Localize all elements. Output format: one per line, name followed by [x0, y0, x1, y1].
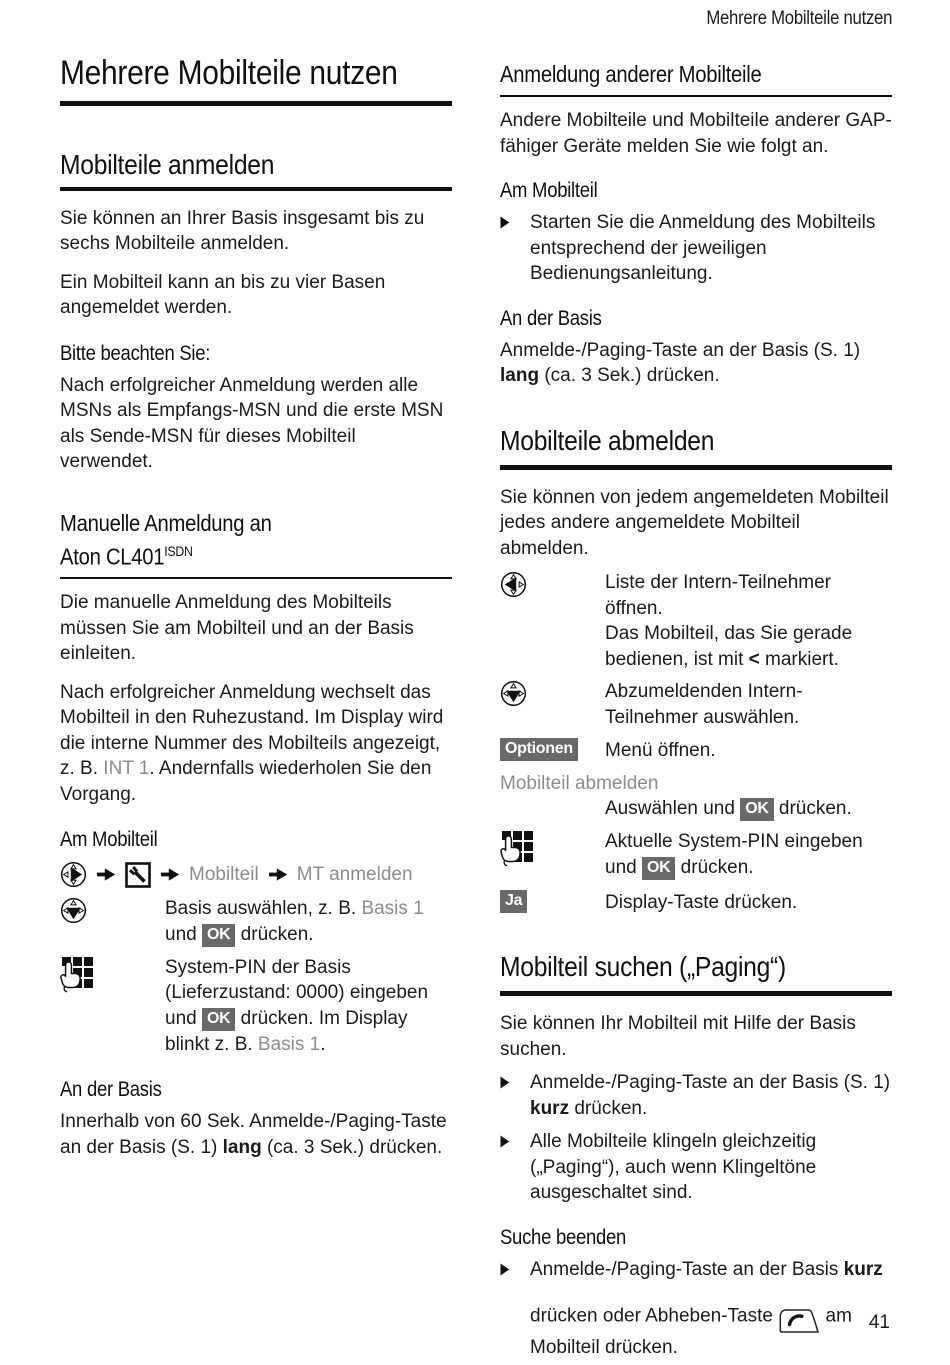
ok-key-badge: OK — [740, 798, 773, 821]
arrow-icon — [96, 867, 116, 882]
subheading-am-mobilteil: Am Mobilteil — [500, 179, 598, 202]
heading-superscript: ISDN — [164, 542, 193, 559]
section-rule — [500, 465, 892, 470]
control-key-down-icon — [60, 896, 165, 924]
bullet-triangle-icon — [500, 1070, 530, 1121]
right-column — [500, 0, 896, 1361]
paragraph: Ein Mobilteil kann an bis zu vier Basen angemeldet werden. — [60, 271, 391, 318]
section-heading-gap: Anmeldung anderer Mobilteile — [500, 61, 762, 87]
instruction-step: System-PIN der Basis (Lieferzustand: 0000) eingeben und OK drücken. Im Display blinkt z. B. Basis 1. — [60, 955, 452, 1058]
paragraph: Nach erfolgreicher Anmeldung wechselt das Mobilteil in den Ruhezustand. Im Display wird die interne Nummer des Mobilteils angezeigt, z. B. INT 1. Andernfalls wiederholen Sie den Vorgang. — [60, 681, 449, 805]
keypad-icon — [500, 829, 605, 868]
bold-kurz: kurz — [530, 1097, 570, 1119]
section-heading-paging: Mobilteil suchen („Paging“) — [500, 951, 786, 982]
paragraph: Andere Mobilteile und Mobilteile anderer GAP-fähiger Geräte melden Sie wie folgt an. — [500, 110, 892, 157]
ok-key-badge: OK — [202, 1008, 235, 1031]
bullet-item: Anmelde-/Paging-Taste an der Basis kurz drücken oder Abheben-Taste am Mobilteil drücken. — [500, 1257, 892, 1361]
bold-lang: lang — [222, 1136, 262, 1158]
paragraph: Sie können Ihr Mobilteil mit Hilfe der Basis suchen. — [500, 1013, 862, 1060]
instruction-continuation: Auswählen und OK drücken. — [605, 798, 852, 819]
menu-key-icon — [125, 862, 151, 888]
subheading-an-der-basis: An der Basis — [500, 306, 602, 330]
chapter-rule — [60, 101, 452, 106]
instruction-step: Abzumeldenden Intern-Teilnehmer auswählen. — [500, 679, 892, 730]
subsection-rule — [60, 577, 452, 579]
control-key-right-icon — [60, 861, 87, 888]
note-heading: Bitte beachten Sie: — [60, 341, 211, 365]
paragraph: Die manuelle Anmeldung des Mobilteils müssen Sie am Mobilteil und an der Basis einleiten. — [60, 592, 420, 665]
paragraph: Innerhalb von 60 Sek. Anmelde-/Paging-Taste an der Basis (S. 1) lang (ca. 3 Sek.) drücken. — [60, 1111, 452, 1158]
bullet-triangle-icon — [500, 1257, 530, 1361]
instruction-step: Basis auswählen, z. B. Basis 1 und OK drücken. — [60, 896, 452, 948]
section-heading-deregister: Mobilteile abmelden — [500, 424, 715, 456]
menu-navigation-line — [60, 861, 452, 888]
subsection-heading-manual: Manuelle Anmeldung an Aton $CL401^{ISDN}$ — [60, 509, 272, 570]
display-text-basis1: Basis 1 — [361, 898, 424, 920]
ok-key-badge: OK — [202, 924, 235, 947]
paragraph: Sie können an Ihrer Basis insgesamt bis zu sechs Mobilteile anmelden. — [60, 207, 430, 254]
control-key-down-icon — [500, 679, 605, 707]
keypad-icon — [60, 955, 165, 994]
bullet-item: Alle Mobilteile klingeln gleichzeitig („Paging“), auch wenn Klingeltöne ausgeschaltet sind. — [500, 1129, 892, 1206]
instruction-step: Ja Display-Taste drücken. — [500, 890, 892, 916]
bullet-item: Starten Sie die Anmeldung des Mobilteils entsprechend der jeweiligen Bedienungsanleitung. — [500, 210, 892, 287]
bullet-triangle-icon — [500, 1129, 530, 1206]
ja-key-badge: Ja — [500, 890, 527, 913]
note-body: Nach erfolgreicher Anmeldung werden alle MSNs als Empfangs-MSN und die erste MSN als Sende-MSN für dieses Mobilteil verwendet. — [60, 374, 449, 472]
section-heading-register: Mobilteile anmelden — [60, 149, 275, 180]
bold-lang: lang — [500, 365, 540, 386]
control-key-left-icon — [500, 570, 605, 598]
optionen-key-badge: Optionen — [500, 738, 578, 761]
paragraph: Anmelde-/Paging-Taste an der Basis (S. 1) lang (ca. 3 Sek.) drücken. — [500, 339, 866, 386]
instruction-step: Liste der Intern-Teilnehmer öffnen. Das Mobilteil, das Sie gerade bedienen, ist mit < markiert. — [500, 570, 892, 672]
bold-kurz: kurz — [843, 1258, 883, 1280]
chapter-title: Mehrere Mobilteile nutzen — [60, 54, 398, 92]
subheading-an-der-basis: An der Basis — [60, 1078, 162, 1102]
current-handset-marker: < — [748, 648, 760, 670]
display-text-basis1: Basis 1 — [257, 1033, 321, 1055]
subheading-am-mobilteil: Am Mobilteil — [60, 828, 158, 852]
section-rule — [500, 991, 892, 996]
running-header: Mehrere Mobilteile nutzen — [706, 8, 892, 29]
paragraph: Sie können von jedem angemeldeten Mobilteil jedes andere angemeldete Mobilteil abmelden. — [500, 486, 894, 559]
left-column — [60, 0, 452, 1160]
ok-key-badge: OK — [642, 857, 675, 880]
subheading-suche-beenden: Suche beenden — [500, 1225, 627, 1249]
section-rule — [60, 187, 452, 191]
display-text-int1: INT 1 — [103, 758, 150, 780]
menu-item-mobilteil: Mobilteil — [189, 863, 259, 885]
page-number: 41 — [868, 1312, 890, 1333]
instruction-step: Optionen Menü öffnen. — [500, 738, 892, 764]
menu-entry-mobilteil-abmelden: Mobilteil abmelden — [500, 772, 659, 794]
section-rule — [500, 95, 892, 97]
instruction-step: Aktuelle System-PIN eingeben und OK drücken. — [500, 829, 892, 881]
arrow-icon — [268, 867, 288, 882]
bullet-triangle-icon — [500, 210, 530, 287]
arrow-icon — [160, 867, 180, 882]
bullet-item: Anmelde-/Paging-Taste an der Basis (S. 1) kurz drücken. — [500, 1070, 892, 1121]
menu-item-mt-anmelden: MT anmelden — [296, 863, 413, 885]
